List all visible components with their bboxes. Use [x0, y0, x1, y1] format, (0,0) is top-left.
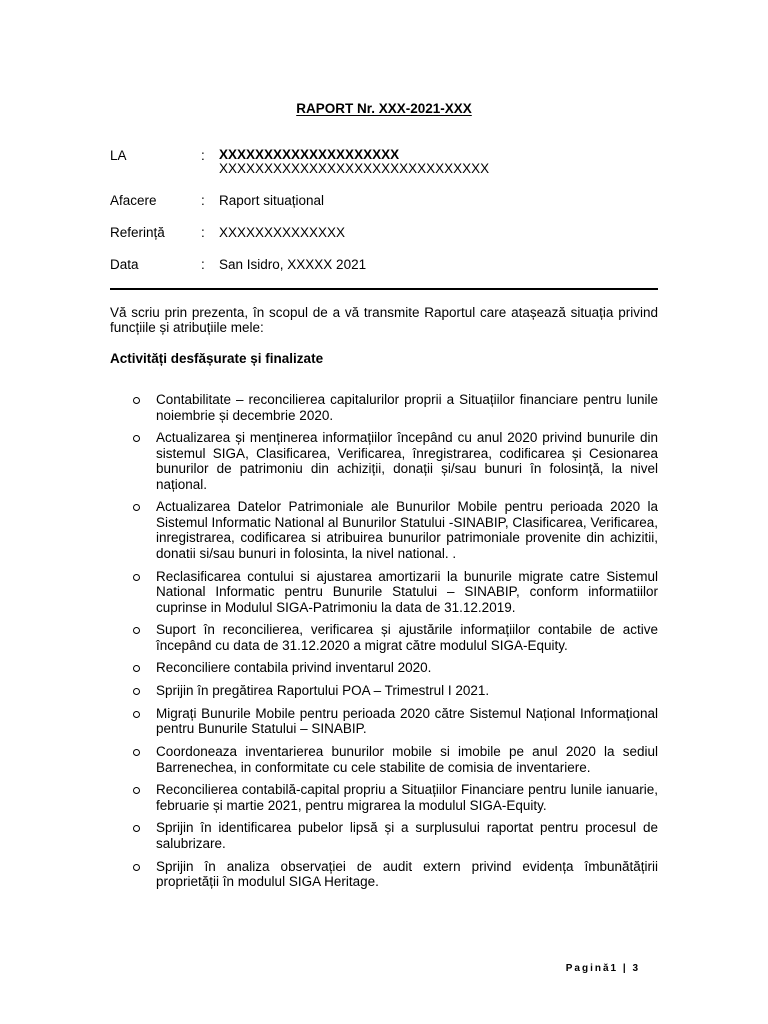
circle-bullet-icon	[133, 435, 140, 442]
intro-paragraph: Vă scriu prin prezenta, în scopul de a vă transmite Raportul care atașează situația privind funcțiile și atribuțiile mele:	[110, 305, 658, 335]
list-item-text: Migrați Bunurile Mobile pentru perioada 2020 către Sistemul Național Informațional pentru Bunurile Statului – SINABIP.	[156, 705, 658, 737]
activity-list	[110, 392, 658, 897]
meta-value-la-line1: XXXXXXXXXXXXXXXXXXXX	[219, 147, 400, 162]
list-item	[110, 782, 658, 813]
list-item	[110, 660, 658, 676]
circle-bullet-icon	[133, 825, 140, 832]
meta-separator: :	[201, 193, 205, 208]
list-item	[110, 430, 658, 492]
circle-bullet-icon	[133, 787, 140, 794]
list-item	[110, 820, 658, 851]
circle-bullet-icon	[133, 397, 140, 404]
header-divider	[110, 288, 658, 290]
meta-value-la-line2: XXXXXXXXXXXXXXXXXXXXXXXXXXXXXX	[219, 161, 490, 176]
meta-value-referinta: XXXXXXXXXXXXXX	[219, 225, 346, 240]
meta-label-afacere: Afacere	[110, 193, 157, 208]
list-item	[110, 706, 658, 737]
list-item-text: Sprijin în pregătirea Raportului POA – Trimestrul I 2021.	[156, 683, 490, 699]
list-item-text: Reconciliere contabila privind inventarul 2020.	[156, 660, 432, 676]
list-item-text: Sprijin în identificarea pubelor lipsă și a surplusului raportat pentru procesul de salubrizare.	[156, 820, 658, 851]
circle-bullet-icon	[133, 665, 140, 672]
meta-label-la: LA	[110, 148, 127, 163]
meta-label-referinta: Referință	[110, 225, 165, 240]
circle-bullet-icon	[133, 574, 140, 581]
circle-bullet-icon	[133, 627, 140, 634]
list-item	[110, 622, 658, 653]
circle-bullet-icon	[133, 711, 140, 718]
meta-label-data: Data	[110, 257, 139, 272]
list-item-text: Reclasificarea contului si ajustarea amortizarii la bunurile migrate catre Sistemul National Informatic pentru Bunurile Statului – SINABIP, conform informatiilor cuprinse in Modulul SIGA-Patrimoniu la data de 31.12.2019.	[156, 568, 658, 615]
list-item-text: Actualizarea Datelor Patrimoniale ale Bunurilor Mobile pentru perioada 2020 la Sistemul Informatic National al Bunurilor Statului -SINABIP, Clasificarea, Verificarea, inregistrarea, codificarea si atribuirea bunurilor patrimoniale provenite din achizitii, donatii si/sau bunuri in folosinta, la nivel national. .	[156, 499, 658, 561]
meta-value-la	[219, 148, 489, 176]
meta-value-afacere: Raport situațional	[219, 193, 325, 208]
circle-bullet-icon	[133, 749, 140, 756]
list-item	[110, 499, 658, 561]
list-item	[110, 392, 658, 423]
meta-value-data: San Isidro, XXXXX 2021	[219, 257, 367, 272]
list-item	[110, 859, 658, 890]
list-item-text: Sprijin în analiza observației de audit extern privind evidența îmbunătățirii proprietății în modulul SIGA Heritage.	[156, 858, 658, 890]
circle-bullet-icon	[133, 864, 140, 871]
page-number-footer: Pagină1 | 3	[565, 963, 640, 974]
meta-separator: :	[201, 225, 205, 240]
meta-separator: :	[201, 257, 205, 272]
list-item	[110, 683, 658, 699]
list-item-text: Contabilitate – reconcilierea capitalurilor proprii a Situațiilor financiare pentru lunile noiembrie și decembrie 2020.	[156, 392, 658, 423]
document-title: RAPORT Nr. XXX-2021-XXX	[296, 101, 472, 116]
meta-separator: :	[201, 148, 205, 163]
list-item-text: Coordoneaza inventarierea bunurilor mobile si imobile pe anul 2020 la sediul Barrenechea, in conformitate cu cele stabilite de comisia de inventariere.	[156, 744, 658, 775]
list-item-text: Actualizarea și menținerea informațiilor începând cu anul 2020 privind bunurile din sistemul SIGA, Clasificarea, Verificarea, înregistrarea, codificarea și Cesionarea bunurilor de patrimoniu din achiziții, donații și/sau bunuri în folosință, la nivel național.	[156, 430, 658, 492]
list-item-text: Suport în reconcilierea, verificarea și ajustările informațiilor contabile de active începând cu data de 31.12.2020 a migrat către modulul SIGA-Equity.	[156, 622, 658, 653]
circle-bullet-icon	[133, 504, 140, 511]
section-title: Activități desfășurate și finalizate	[110, 351, 324, 366]
list-item	[110, 569, 658, 616]
list-item-text: Reconcilierea contabilă-capital propriu a Situațiilor Financiare pentru lunile ianuarie, februarie și martie 2021, pentru migrarea la modulul SIGA-Equity.	[156, 782, 658, 813]
list-item	[110, 744, 658, 775]
circle-bullet-icon	[133, 688, 140, 695]
